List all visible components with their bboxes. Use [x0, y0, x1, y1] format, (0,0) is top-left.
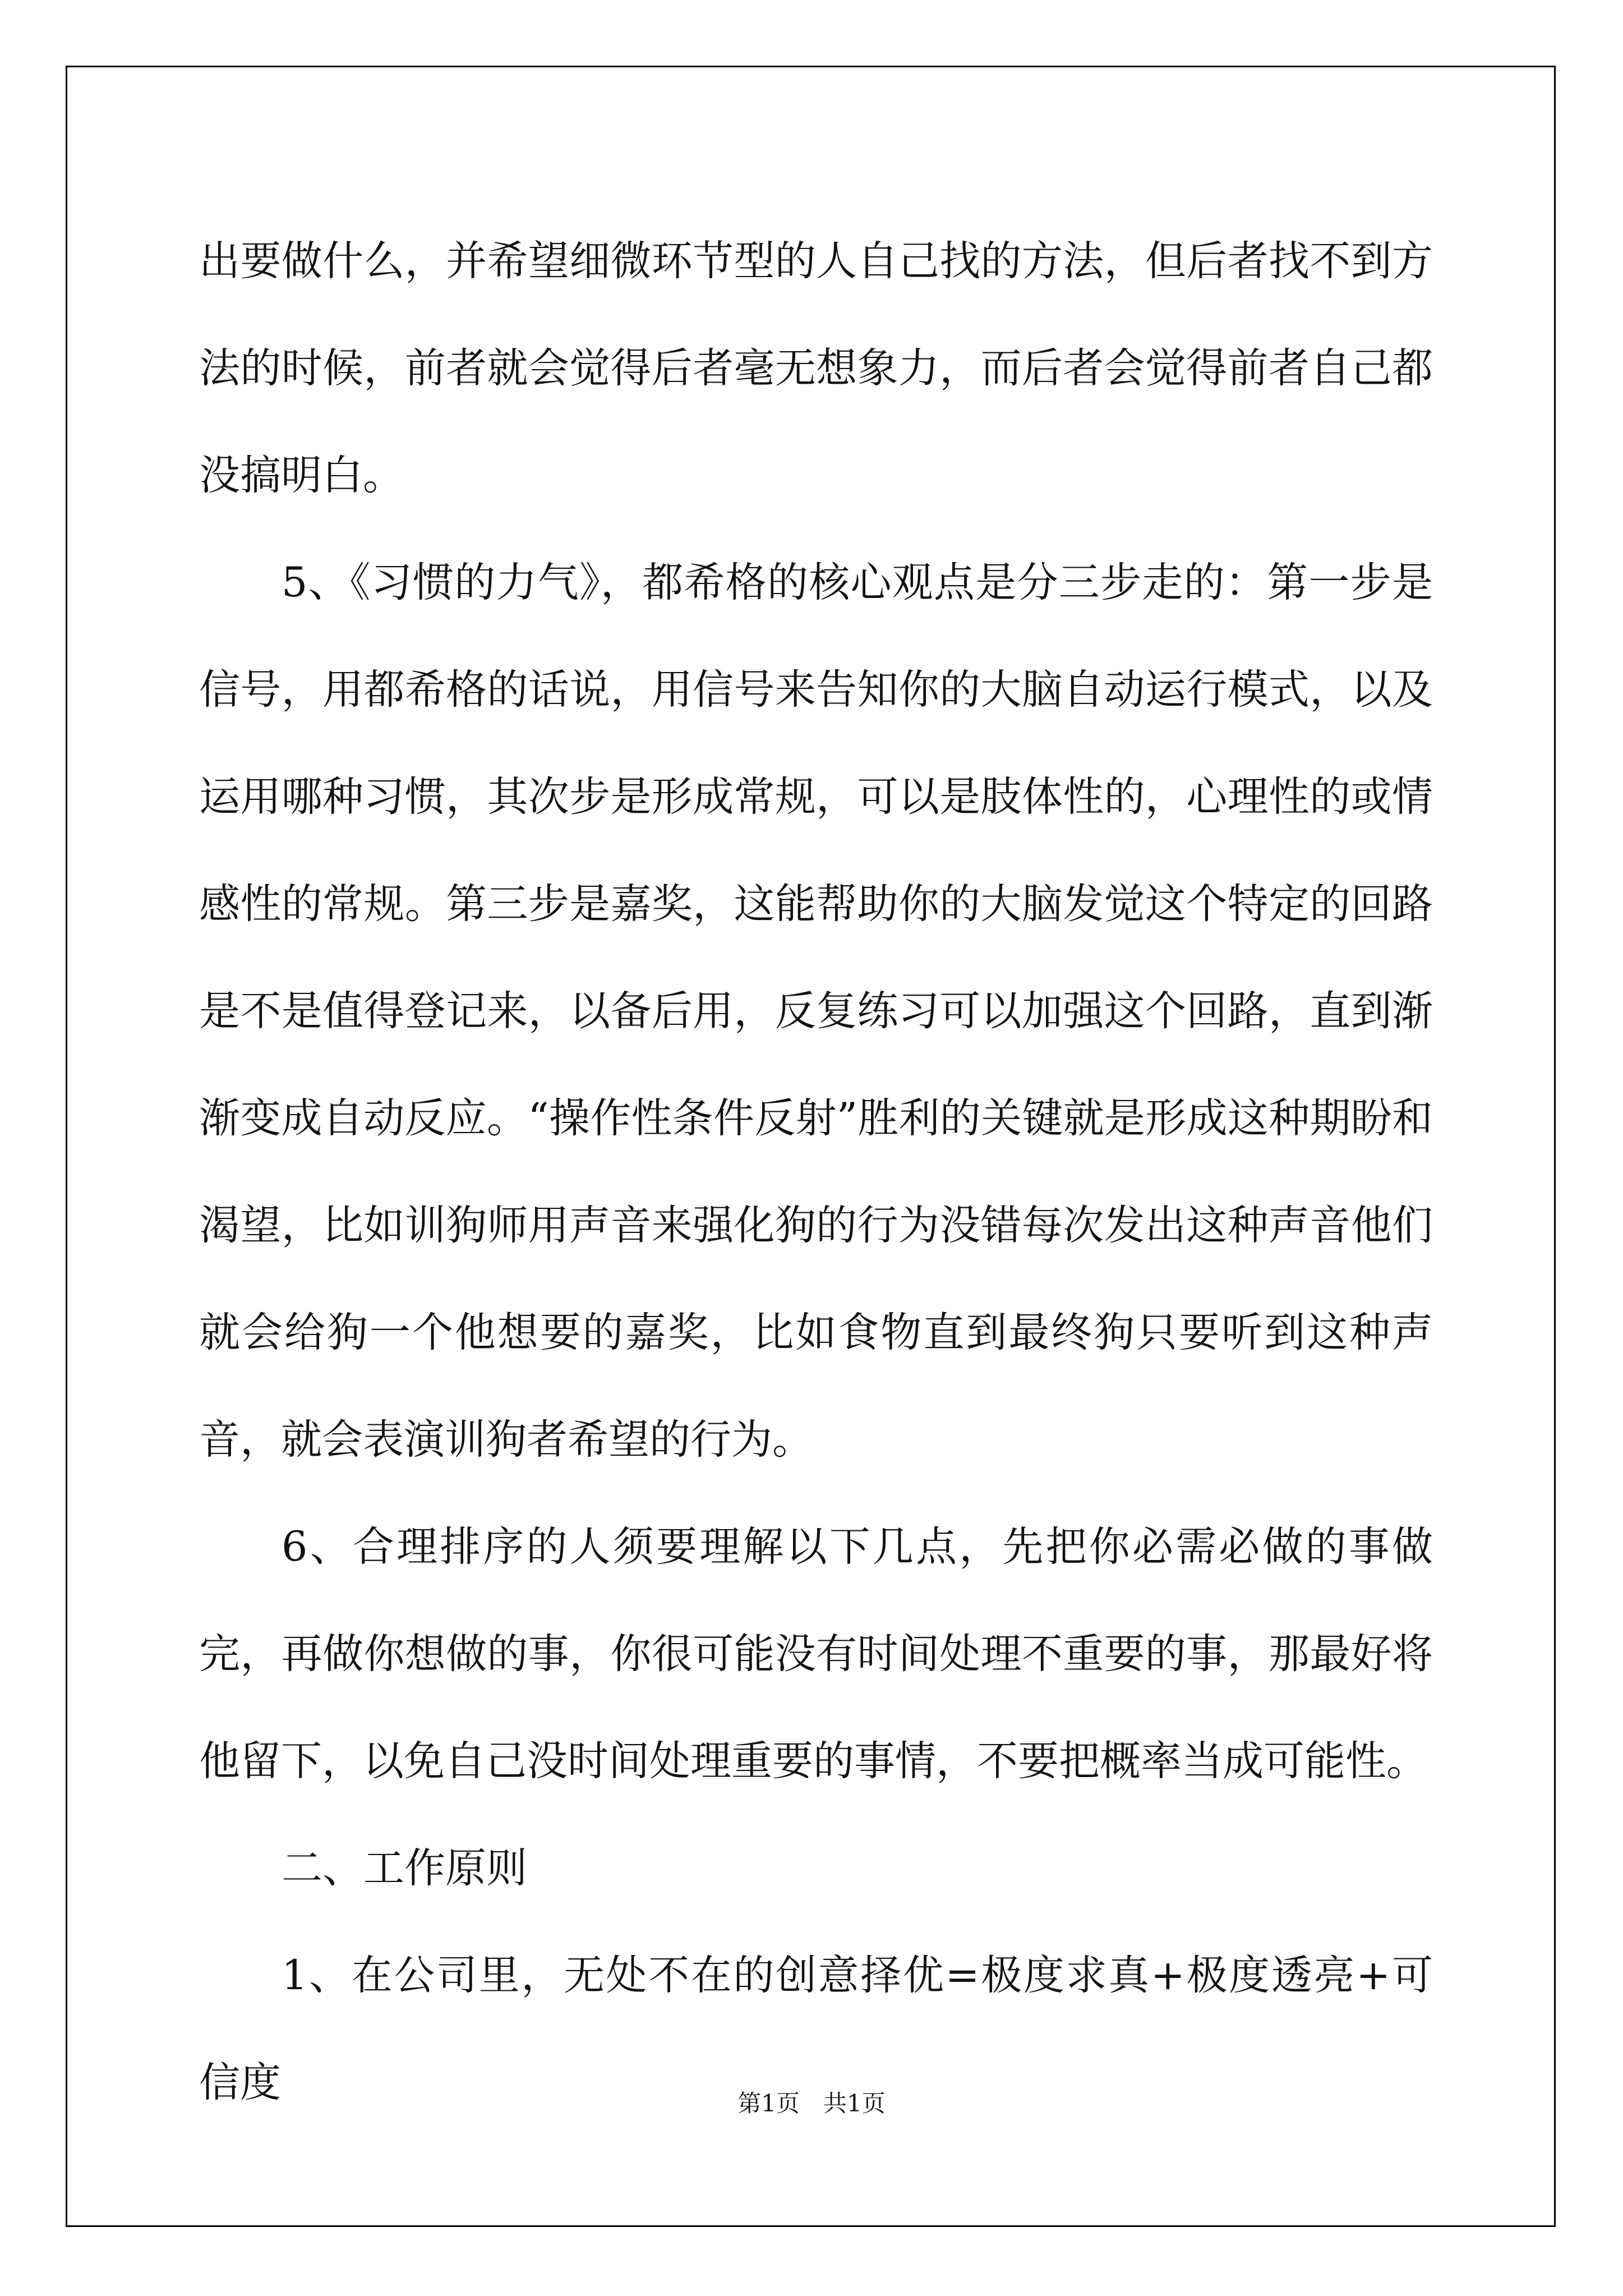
- page-footer: 第1页 共1页: [737, 2090, 886, 2117]
- paragraph-continuation: 出要做什么，并希望细微环节型的人自己找的方法，但后者找不到方法的时候，前者就会觉得后者毫无想象力，而后者会觉得前者自己都没搞明白。: [199, 237, 1433, 499]
- paragraph-prioritization: 6、合理排序的人须要理解以下几点，先把你必需必做的事做完，再做你想做的事，你很可能没有时间处理不重要的事，那最好将他留下，以免自己没时间处理重要的事情，不要把概率当成可能性。: [199, 1523, 1433, 1785]
- document-body: [199, 208, 1433, 2136]
- paragraph-habit-power: 5、《习惯的力气》，都希格的核心观点是分三步走的：第一步是信号，用都希格的话说，用信号来告知你的大脑自动运行模式，以及运用哪种习惯，其次步是形成常规，可以是肢体性的，心理性的或情感性的常规。第三步是嘉奖，这能帮助你的大脑发觉这个特定的回路是不是值得登记来，以备后用，反复练习可以加强这个回路，直到渐渐变成自动反应。“操作性条件反射”胜利的关键就是形成这种期盼和渴望，比如训狗师用声音来强化狗的行为没错每次发出这种声音他们就会给狗一个他想要的嘉奖，比如食物直到最终狗只要听到这种声音，就会表演训狗者希望的行为。: [199, 559, 1433, 1464]
- paragraph-idea-meritocracy: 1、在公司里，无处不在的创意择优=极度求真+极度透亮+可信度: [199, 1952, 1433, 2106]
- section-heading-work-principles: 二、工作原则: [282, 1844, 527, 1892]
